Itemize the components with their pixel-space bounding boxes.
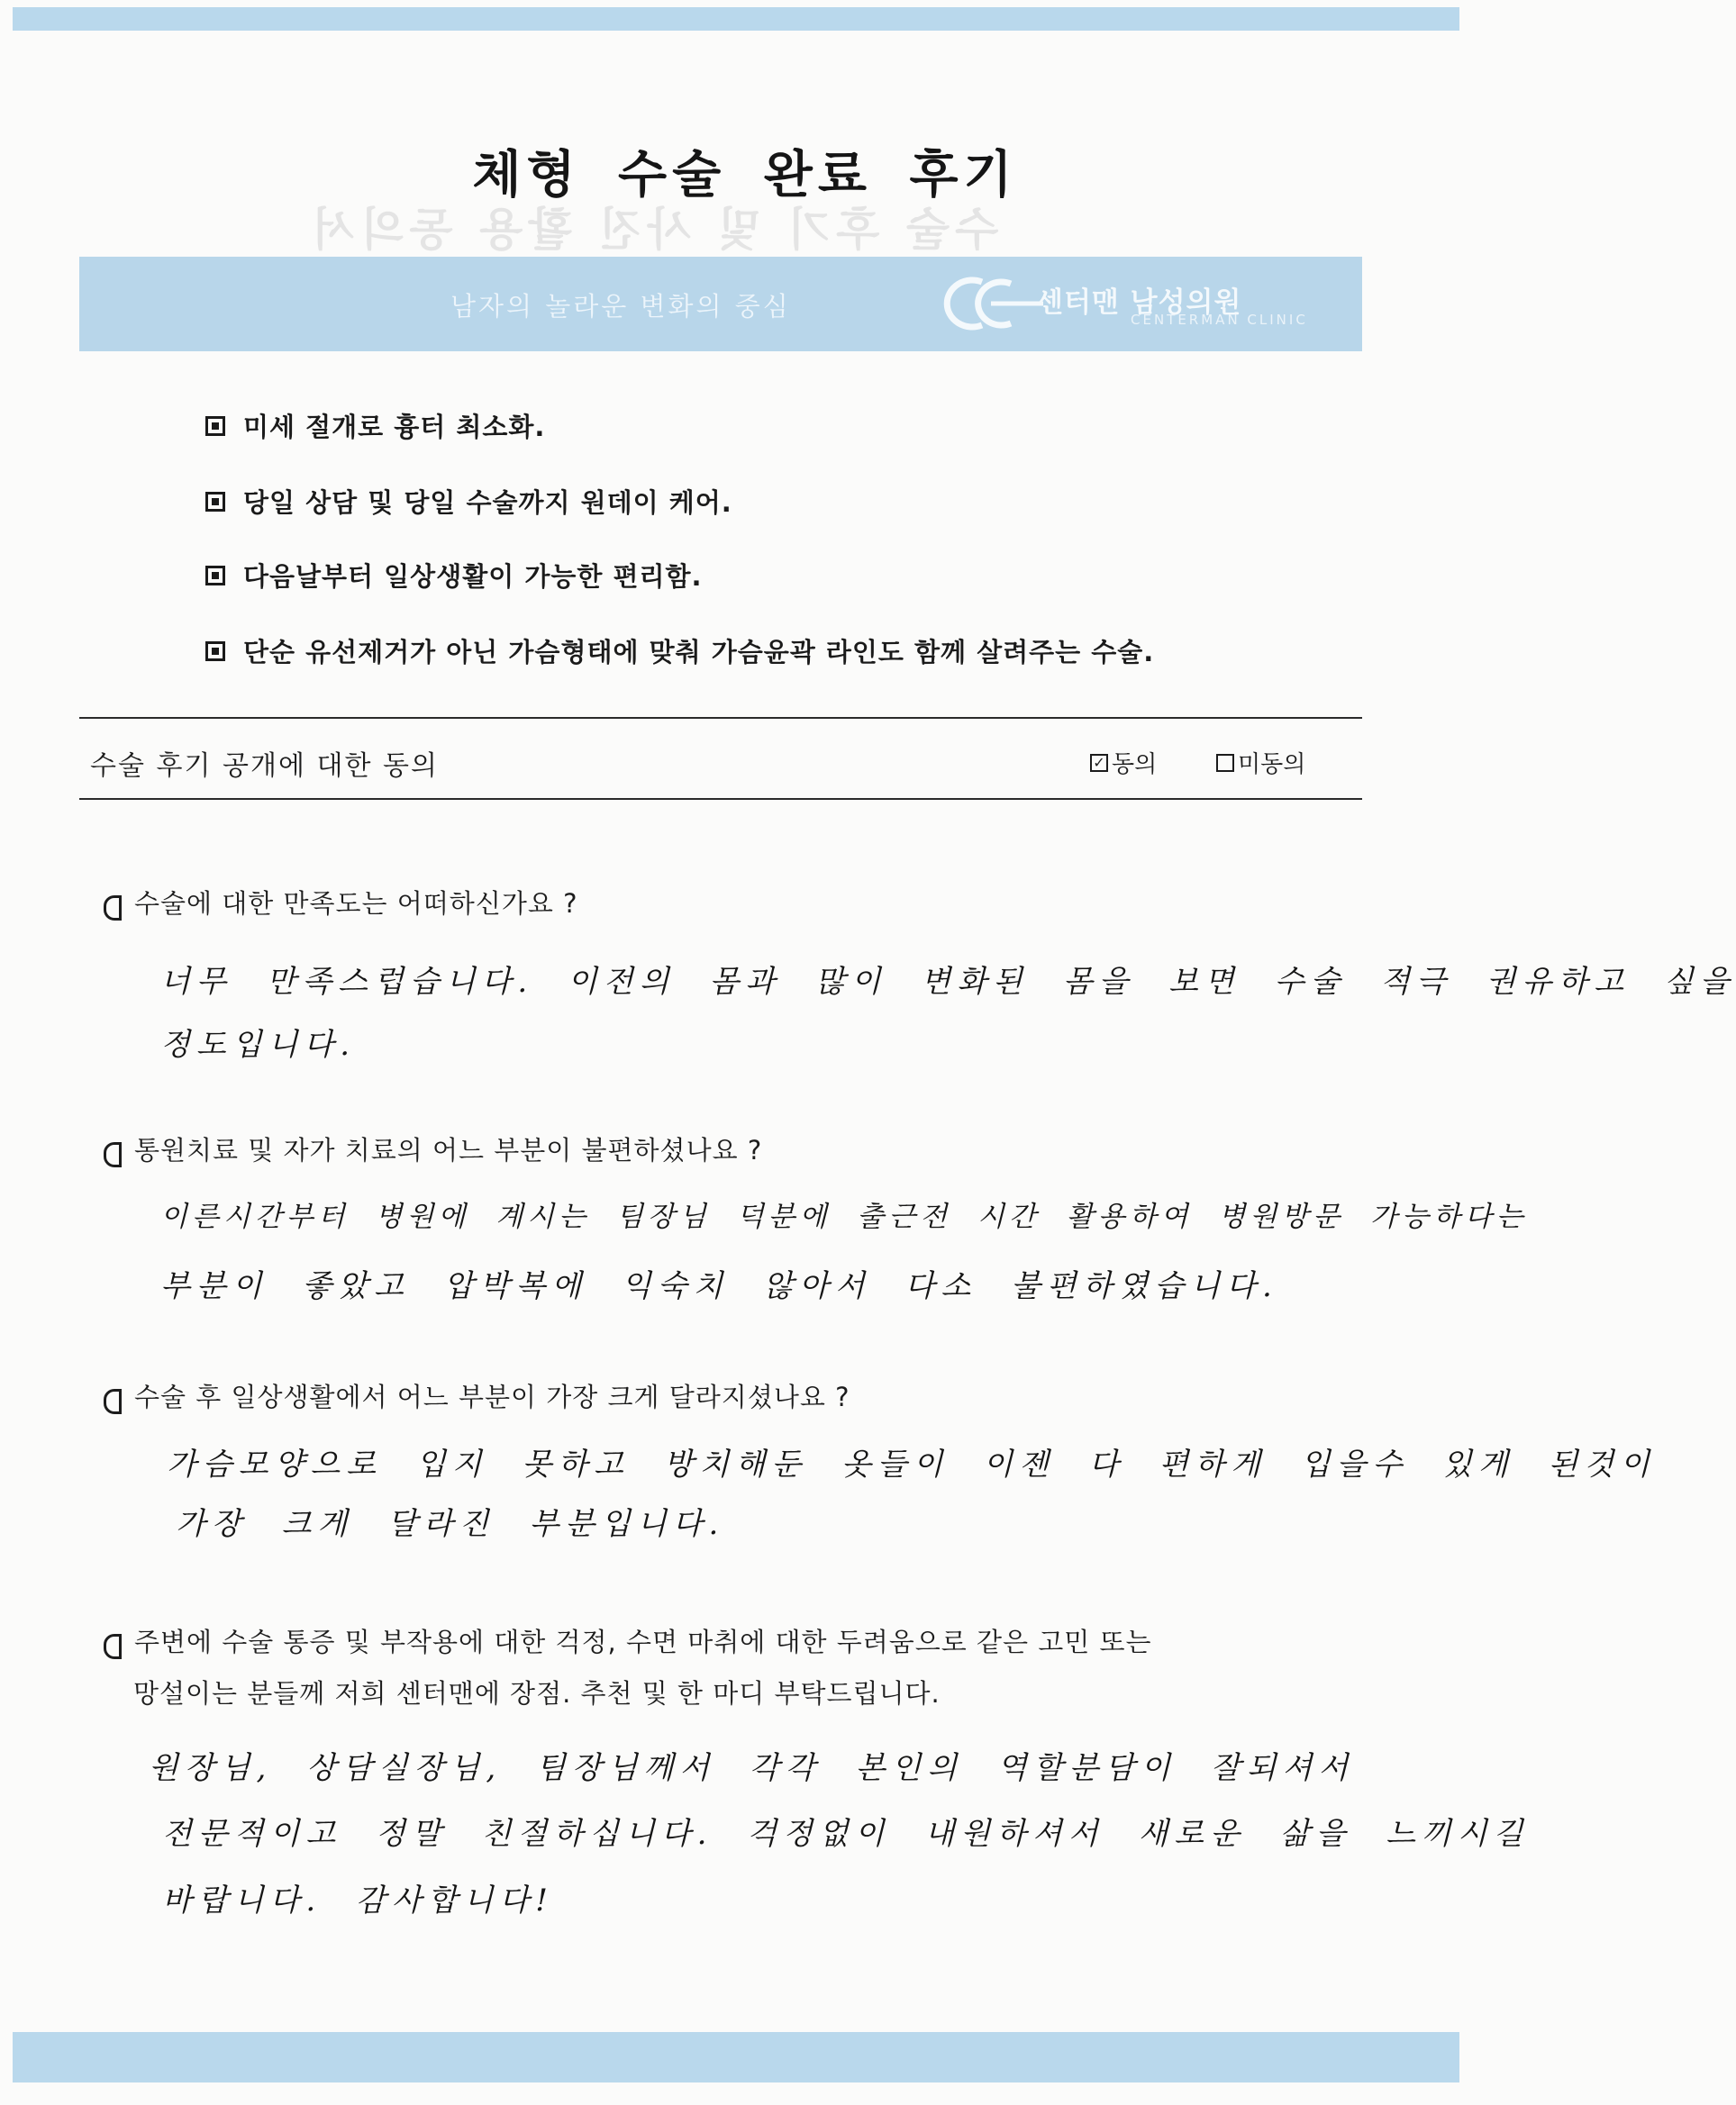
question-text: 주변에 수술 통증 및 부작용에 대한 걱정, 수면 마취에 대한 두려움으로 같은 고민 또는: [134, 1627, 1152, 1657]
question-3: [104, 1384, 850, 1423]
clinic-logo-icon: [928, 275, 1045, 332]
clinic-name: 센터맨 남성의원: [1036, 286, 1242, 319]
question-text: 수술 후 일상생활에서 어느 부분이 가장 크게 달라지셨나요 ?: [134, 1382, 850, 1412]
question-1: [104, 890, 577, 930]
answer-line: 가장 크게 달라진 부분입니다.: [176, 1506, 725, 1542]
unchecked-checkbox-icon[interactable]: [1216, 754, 1234, 772]
title-word: 수술: [618, 146, 727, 204]
clinic-english-name: CENTERMAN CLINIC: [1131, 312, 1308, 328]
consent-label: 수술 후기 공개에 대한 동의: [90, 750, 439, 782]
answer-line: 너무 만족스럽습니다. 이전의 몸과 많이 변화된 몸을 보면 수술 적극 권유하고 싶을: [160, 964, 1736, 1000]
top-color-strip: [13, 7, 1459, 31]
answer-line: 바랍니다. 감사합니다!: [162, 1883, 554, 1919]
title-word: 완료: [763, 146, 872, 204]
question-2: [104, 1137, 762, 1176]
answer-line: 전문적이고 정말 친절하십니다. 걱정없이 내원하셔서 새로운 삶을 느끼시길: [162, 1816, 1530, 1852]
disagree-label: 미동의: [1238, 751, 1306, 778]
bleed-through-title: 수술 후기 및 사진 활용 동의서: [306, 204, 999, 256]
square-bullet-icon: [205, 566, 225, 585]
answer-line: 부분이 좋았고 압박복에 익숙치 않아서 다소 불편하였습니다.: [160, 1268, 1278, 1304]
feature-item: [205, 557, 703, 594]
feature-text: 단순 유선제거가 아닌 가슴형태에 맞춰 가슴윤곽 라인도 함께 살려주는 수술.: [243, 637, 1155, 667]
question-4: [104, 1629, 1152, 1668]
agree-option[interactable]: [1090, 746, 1157, 779]
question-text: 통원치료 및 자가 치료의 어느 부분이 불편하셨나요 ?: [134, 1135, 763, 1166]
question-marker-icon: [104, 895, 122, 921]
answer-line: 원장님, 상담실장님, 팀장님께서 각각 본인의 역할분담이 잘되셔서: [149, 1750, 1355, 1786]
question-marker-icon: [104, 1634, 122, 1659]
banner-slogan: 남자의 놀라운 변화의 중심: [450, 291, 791, 322]
question-text: 망설이는 분들께 저희 센터맨에 장점. 추천 및 한 마디 부탁드립니다.: [133, 1678, 941, 1709]
title-word: 체형: [472, 146, 581, 204]
feature-item: [205, 632, 1154, 669]
square-bullet-icon: [205, 641, 225, 661]
question-marker-icon: [104, 1389, 122, 1414]
question-marker-icon: [104, 1142, 122, 1167]
question-4-continued: [133, 1680, 941, 1719]
answer-line: 이른시간부터 병원에 계시는 팀장님 덕분에 출근전 시간 활용하여 병원방문 가능하다는: [160, 1201, 1528, 1233]
answer-line: 정도입니다.: [160, 1027, 357, 1063]
square-bullet-icon: [205, 492, 225, 512]
bottom-color-strip: [13, 2032, 1459, 2082]
disagree-option[interactable]: [1216, 746, 1305, 779]
divider: [79, 798, 1362, 800]
divider: [79, 717, 1362, 719]
feature-item: [205, 407, 545, 444]
feature-text: 당일 상담 및 당일 수술까지 원데이 케어.: [243, 487, 732, 518]
question-text: 수술에 대한 만족도는 어떠하신가요 ?: [134, 888, 578, 919]
feature-text: 다음날부터 일상생활이 가능한 편리함.: [243, 561, 703, 592]
feature-text: 미세 절개로 흉터 최소화.: [243, 412, 546, 442]
square-bullet-icon: [205, 416, 225, 436]
title-word: 후기: [909, 146, 1018, 204]
answer-line: 가슴모양으로 입지 못하고 방치해둔 옷들이 이젠 다 편하게 입을수 있게 된것이: [167, 1447, 1657, 1483]
agree-label: 동의: [1112, 751, 1158, 778]
checked-checkbox-icon[interactable]: ✓: [1090, 754, 1108, 772]
feature-item: [205, 483, 732, 520]
